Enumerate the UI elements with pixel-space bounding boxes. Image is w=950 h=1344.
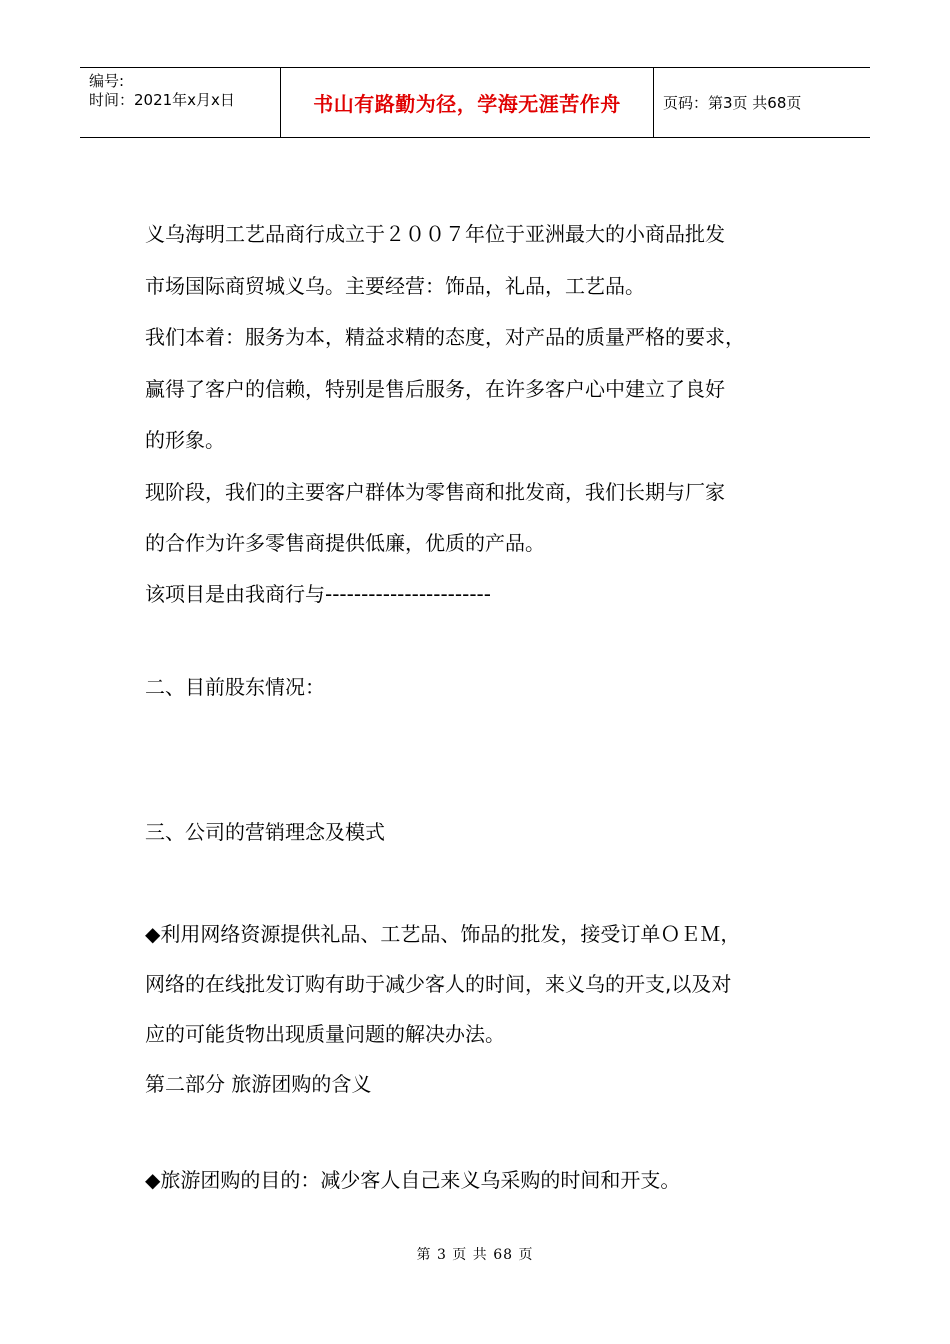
body-line: 该项目是由我商行与----------------------- <box>145 582 491 606</box>
page-footer: 第 3 页 共 68 页 <box>416 1247 534 1263</box>
page-header <box>80 67 870 138</box>
header-motto-cell <box>281 68 654 137</box>
body-line: 网络的在线批发订购有助于减少客人的时间，来义乌的开支,以及对 <box>145 972 732 996</box>
body-line: 现阶段，我们的主要客户群体为零售商和批发商，我们长期与厂家 <box>145 480 725 504</box>
header-motto: 书山有路勤为径，学海无涯苦作舟 <box>313 92 621 116</box>
body-line: 义乌海明工艺品商行成立于２００７年位于亚洲最大的小商品批发 <box>145 222 725 246</box>
section-heading: 二、目前股东情况： <box>145 675 325 699</box>
section-heading: 第二部分 旅游团购的含义 <box>145 1072 372 1096</box>
body-line: 我们本着：服务为本，精益求精的态度，对产品的质量严格的要求， <box>145 325 745 349</box>
body-line: 的形象。 <box>145 428 225 452</box>
bullet-paragraph: ◆旅游团购的目的：减少客人自己来义乌采购的时间和开支。 <box>145 1168 681 1192</box>
body-line: 市场国际商贸城义乌。主要经营：饰品，礼品，工艺品。 <box>145 274 645 298</box>
body-line: 应的可能货物出现质量问题的解决办法。 <box>145 1022 505 1046</box>
body-line: 赢得了客户的信赖，特别是售后服务，在许多客户心中建立了良好 <box>145 377 725 401</box>
header-left-cell <box>80 68 281 137</box>
body-line: 的合作为许多零售商提供低廉，优质的产品。 <box>145 531 545 555</box>
header-page-cell <box>654 68 870 137</box>
bullet-paragraph: ◆利用网络资源提供礼品、工艺品、饰品的批发，接受订单ＯＥＭ， <box>145 922 741 946</box>
header-page-info: 页码：第3页 共68页 <box>663 94 802 112</box>
section-heading: 三、公司的营销理念及模式 <box>145 820 385 844</box>
time-label: 时间：2021年x月x日 <box>89 91 235 109</box>
number-label: 编号: <box>89 72 125 90</box>
